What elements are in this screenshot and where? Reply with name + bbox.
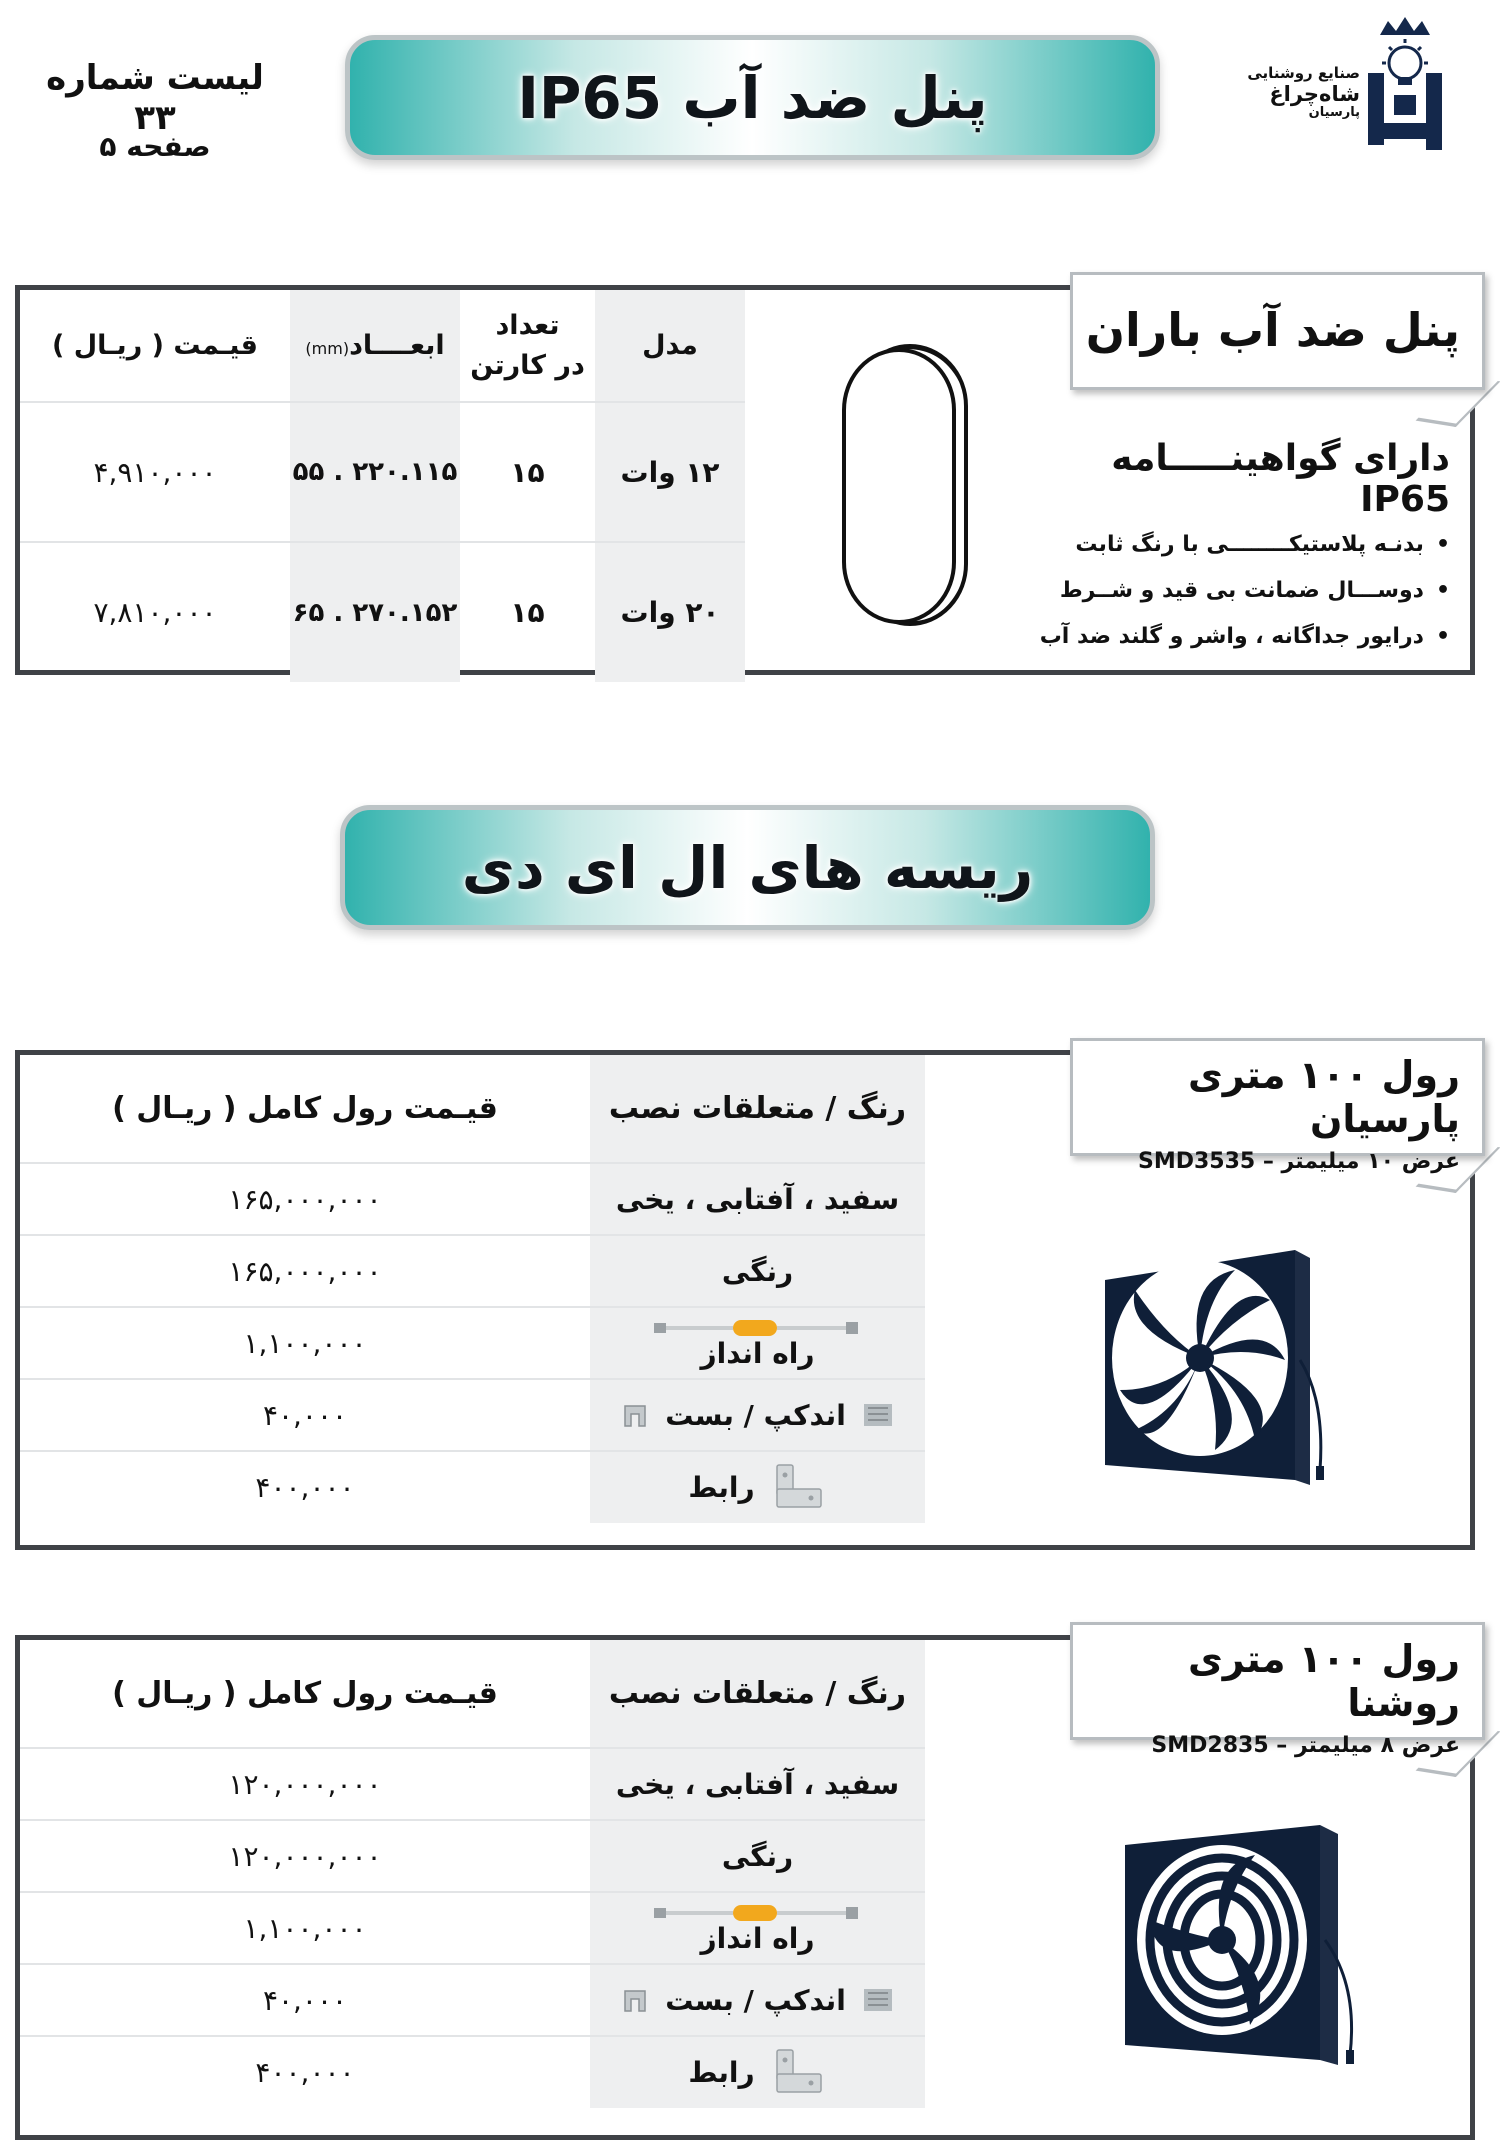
header-model: مدل (595, 290, 745, 402)
clip-icon (621, 1400, 649, 1430)
header-item: رنگ / متعلقات نصب (590, 1055, 925, 1163)
cell-item (590, 1379, 925, 1451)
panel-features (1030, 438, 1450, 670)
header-item: رنگ / متعلقات نصب (590, 1640, 925, 1748)
cell-dims: ۲۲۰.۱۱۵ . ۵۵ (290, 402, 460, 542)
header-dims-unit: (mm) (305, 338, 350, 358)
page-title-banner (345, 35, 1160, 160)
cell-item-label: راه انداز (700, 1336, 815, 1370)
table-row (20, 542, 745, 682)
roll-price-table-1 (20, 1055, 925, 1523)
page-number: صفحه ۵ (99, 130, 211, 163)
logo-emblem-icon (1360, 15, 1450, 165)
header-price: قیـمت رول کامل ( ریـال ) (20, 1640, 590, 1748)
cell-dims: ۲۷۰.۱۵۲ . ۶۵ (290, 542, 460, 682)
strip-section-banner (340, 805, 1155, 930)
header-qty-line-2: در کارتن (470, 349, 585, 381)
cell-item: سفید ، آفتابی ، یخی (590, 1163, 925, 1235)
table-row (20, 1451, 925, 1523)
cell-price: ۴۰,۰۰۰ (20, 1964, 590, 2036)
connector-icon (771, 1463, 827, 1513)
logo-line-3: پارسیان (1308, 105, 1360, 121)
table-row (20, 402, 745, 542)
table-row (20, 1892, 925, 1964)
cell-item-label: رابط (688, 1471, 755, 1504)
cell-price: ۱۲۰,۰۰۰,۰۰۰ (20, 1820, 590, 1892)
roll-callout-title: رول ۱۰۰ متری روشنا (1187, 1637, 1460, 1725)
cell-model: ۱۲ وات (595, 402, 745, 542)
feature-item: • بدنـه پلاستیکــــــــی با رنگ ثابت (1030, 532, 1450, 557)
cell-price: ۴۰۰,۰۰۰ (255, 1471, 355, 1504)
header-qty-line-1: تعداد (495, 310, 560, 342)
roll-callout-2 (1070, 1622, 1485, 1758)
cell-item: رنگی (590, 1820, 925, 1892)
header-dims-label: ابعــــاد (349, 329, 445, 361)
cell-item: رنگی (590, 1235, 925, 1307)
cell-price: ۱۲۰,۰۰۰,۰۰۰ (20, 1748, 590, 1820)
panel-callout-title: پنل ضد آب باران (1085, 303, 1460, 357)
table-row (20, 1163, 925, 1235)
oval-panel-image (840, 340, 980, 630)
cell-qty: ۱۵ (510, 596, 545, 629)
price-list-number: لیست شماره ۳۳ (46, 58, 264, 138)
header-price: قیـمت ( ریـال ) (20, 290, 290, 402)
cell-price: ۱,۱۰۰,۰۰۰ (20, 1892, 590, 1964)
logo-text (1240, 65, 1360, 121)
certificate-text: دارای گواهینـــــامه IP65 (1111, 438, 1450, 520)
cell-item (590, 1964, 925, 2036)
header-price: قیـمت رول کامل ( ریـال ) (20, 1055, 590, 1163)
driver-cable-icon (648, 1317, 868, 1339)
cell-item (590, 2036, 925, 2108)
clip-icon (621, 1985, 649, 2015)
table-header-row (20, 1055, 925, 1163)
endcap-icon (862, 1985, 894, 2015)
panel-callout (1070, 272, 1485, 390)
cell-item-label: اندکپ / بست (665, 1983, 846, 2017)
logo-line-1: صنایع روشنایی (1247, 64, 1360, 82)
feature-item: • دوســـال ضمانت بی قید و شــرط (1030, 578, 1450, 603)
cell-item-label: راه انداز (700, 1921, 815, 1955)
table-row (20, 1748, 925, 1820)
page-title: پنل ضد آب IP65 (517, 63, 988, 132)
cell-item-label: اندکپ / بست (665, 1398, 846, 1432)
cell-price: ۴۰۰,۰۰۰ (255, 2056, 355, 2089)
led-reel-image-2 (1110, 1810, 1380, 2090)
led-reel-image-1 (1095, 1240, 1345, 1510)
connector-icon (771, 2048, 827, 2098)
roll-callout-subtitle: عرض ۱۰ میلیمتر – SMD3535 (1137, 1149, 1460, 1174)
cell-price: ۴,۹۱۰,۰۰۰ (20, 402, 290, 542)
cell-item (590, 1451, 925, 1523)
roll-callout-title: رول ۱۰۰ متری پارسیان (1187, 1053, 1460, 1141)
table-row (20, 1379, 925, 1451)
table-row (20, 1820, 925, 1892)
features-list (1030, 532, 1450, 649)
roll-callout-subtitle: عرض ۸ میلیمتر – SMD2835 (1151, 1733, 1460, 1758)
cell-item (590, 1307, 925, 1379)
cell-model: ۲۰ وات (595, 542, 745, 682)
table-header-row (20, 290, 745, 402)
cell-item (590, 1892, 925, 1964)
table-header-row (20, 1640, 925, 1748)
cell-price: ۱۶۵,۰۰۰,۰۰۰ (20, 1163, 590, 1235)
cell-qty: ۱۵ (460, 402, 595, 542)
feature-item: • درایور جداگانه ، واشر و گلند ضد آب (1030, 624, 1450, 649)
logo-line-2: شاه‌چراغ (1269, 82, 1360, 107)
panel-price-table (20, 290, 745, 682)
cell-item: سفید ، آفتابی ، یخی (590, 1748, 925, 1820)
driver-cable-icon (648, 1902, 868, 1924)
cell-price: ۴۰,۰۰۰ (20, 1379, 590, 1451)
endcap-icon (862, 1400, 894, 1430)
header-qty (460, 290, 595, 402)
table-row (20, 2036, 925, 2108)
cell-price: ۱,۱۰۰,۰۰۰ (20, 1307, 590, 1379)
roll-price-table-2 (20, 1640, 925, 2108)
cell-price: ۷,۸۱۰,۰۰۰ (93, 596, 217, 629)
header-dims (290, 290, 460, 402)
table-row (20, 1235, 925, 1307)
cell-price: ۱۶۵,۰۰۰,۰۰۰ (20, 1235, 590, 1307)
roll-callout-1 (1070, 1038, 1485, 1174)
table-row (20, 1964, 925, 2036)
company-logo (1240, 15, 1450, 165)
table-row (20, 1307, 925, 1379)
strip-section-title: ریسه های ال ای دی (461, 833, 1034, 902)
cell-item-label: رابط (688, 2056, 755, 2089)
